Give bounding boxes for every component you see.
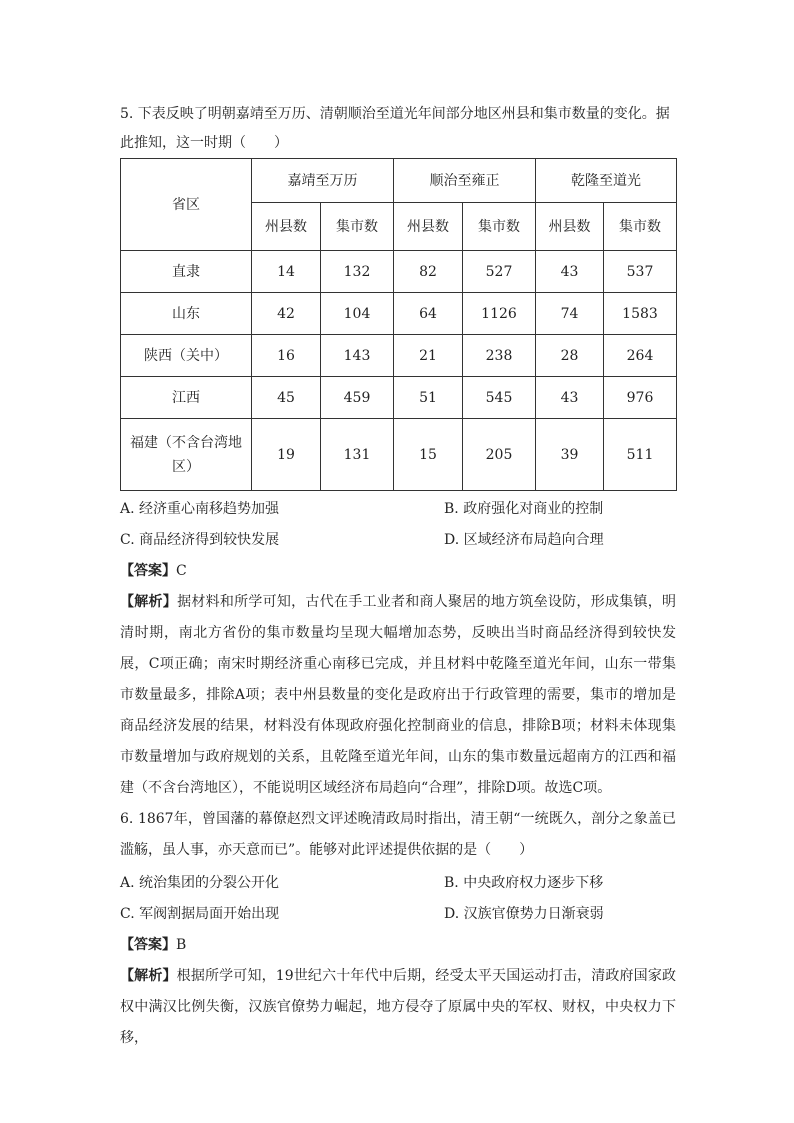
value-cell: 43 [536, 377, 604, 419]
answer-label: 【答案】 [120, 563, 176, 579]
province-cell: 直隶 [121, 251, 252, 293]
subheader-cell: 集市数 [463, 203, 536, 251]
subheader-cell: 集市数 [604, 203, 677, 251]
subheader-cell: 州县数 [536, 203, 604, 251]
analysis-label: 【解析】 [120, 968, 177, 984]
answer-value: B [176, 937, 187, 953]
value-cell: 19 [252, 419, 321, 491]
q5-answer [120, 562, 680, 580]
analysis-text: 根据所学可知，19世纪六十年代中后期，经受太平天国运动打击，清政府国家政权中满汉比例失衡，汉族官僚势力崛起，地方侵夺了原属中央的军权、财权，中央权力下移， [120, 968, 677, 1046]
analysis-label: 【解析】 [120, 594, 178, 610]
q6-option-c: C. 军阀割据局面开始出现 [120, 906, 280, 922]
q5-option-d: D. 区域经济布局趋向合理 [444, 532, 604, 548]
value-cell: 28 [536, 335, 604, 377]
header-period-2: 顺治至雍正 [394, 159, 536, 203]
value-cell: 132 [321, 251, 394, 293]
value-cell: 205 [463, 419, 536, 491]
q6-answer [120, 936, 680, 954]
answer-value: C [176, 563, 187, 579]
value-cell: 527 [463, 251, 536, 293]
value-cell: 537 [604, 251, 677, 293]
table-row [121, 251, 677, 293]
value-cell: 16 [252, 335, 321, 377]
value-cell: 82 [394, 251, 463, 293]
answer-label: 【答案】 [120, 937, 176, 953]
subheader-cell: 州县数 [252, 203, 321, 251]
q6-option-b: B. 中央政府权力逐步下移 [444, 875, 604, 891]
q6-option-a: A. 统治集团的分裂公开化 [120, 875, 280, 891]
value-cell: 1126 [463, 293, 536, 335]
q6-option-d: D. 汉族官僚势力日渐衰弱 [444, 906, 604, 922]
value-cell: 64 [394, 293, 463, 335]
table-row [121, 377, 677, 419]
value-cell: 42 [252, 293, 321, 335]
value-cell: 21 [394, 335, 463, 377]
table-row [121, 293, 677, 335]
value-cell: 131 [321, 419, 394, 491]
value-cell: 545 [463, 377, 536, 419]
subheader-cell: 州县数 [394, 203, 463, 251]
header-period-1: 嘉靖至万历 [252, 159, 394, 203]
table-row [121, 419, 677, 491]
value-cell: 14 [252, 251, 321, 293]
province-cell: 山东 [121, 293, 252, 335]
value-cell: 511 [604, 419, 677, 491]
q5-option-a: A. 经济重心南移趋势加强 [120, 501, 280, 517]
table-header-row [121, 159, 677, 203]
value-cell: 39 [536, 419, 604, 491]
value-cell: 143 [321, 335, 394, 377]
q5-data-table [120, 158, 677, 491]
q5-stem-line1: 5. 下表反映了明朝嘉靖至万历、清朝顺治至道光年间部分地区州县和集市数量的变化。据 [120, 106, 670, 122]
header-province: 省区 [121, 159, 252, 251]
value-cell: 104 [321, 293, 394, 335]
province-cell: 陕西（关中） [121, 335, 252, 377]
value-cell: 976 [604, 377, 677, 419]
q5-analysis [120, 587, 676, 804]
value-cell: 51 [394, 377, 463, 419]
value-cell: 1583 [604, 293, 677, 335]
table-row [121, 335, 677, 377]
value-cell: 238 [463, 335, 536, 377]
value-cell: 45 [252, 377, 321, 419]
province-cell: 江西 [121, 377, 252, 419]
value-cell: 43 [536, 251, 604, 293]
q6-analysis [120, 961, 676, 1054]
value-cell: 264 [604, 335, 677, 377]
subheader-cell: 集市数 [321, 203, 394, 251]
header-period-3: 乾隆至道光 [536, 159, 677, 203]
q5-option-b: B. 政府强化对商业的控制 [444, 501, 604, 517]
value-cell: 15 [394, 419, 463, 491]
province-cell: 福建（不含台湾地区） [121, 419, 252, 491]
value-cell: 459 [321, 377, 394, 419]
value-cell: 74 [536, 293, 604, 335]
analysis-text: 据材料和所学可知，古代在手工业者和商人聚居的地方筑垒设防，形成集镇，明清时期，南北方省份的集市数量均呈现大幅增加态势，反映出当时商品经济得到较快发展，C项正确；南宋时期经济重心南移已完成，并且材料中乾隆至道光年间，山东一带集市数量最多，排除A项；表中州县数量的变化是政府出于行政管理的需要，集市的增加是商品经济发展的结果，材料没有体现政府强化控制商业的信息，排除B项；材料未体现集市数量增加与政府规划的关系，且乾隆至道光年间，山东的集市数量远超南方的江西和福建（不含台湾地区），不能说明区域经济布局趋向“合理”，排除D项。故选C项。 [120, 594, 677, 796]
q6-stem: 6. 1867年，曾国藩的幕僚赵烈文评述晚清政局时指出，清王朝“一统既久，剖分之象盖已滥觞，虽人事，亦天意而已”。能够对此评述提供依据的是（ ） [120, 811, 676, 858]
q5-option-c: C. 商品经济得到较快发展 [120, 532, 280, 548]
q5-stem-line2: 此推知，这一时期（ ） [120, 135, 288, 151]
